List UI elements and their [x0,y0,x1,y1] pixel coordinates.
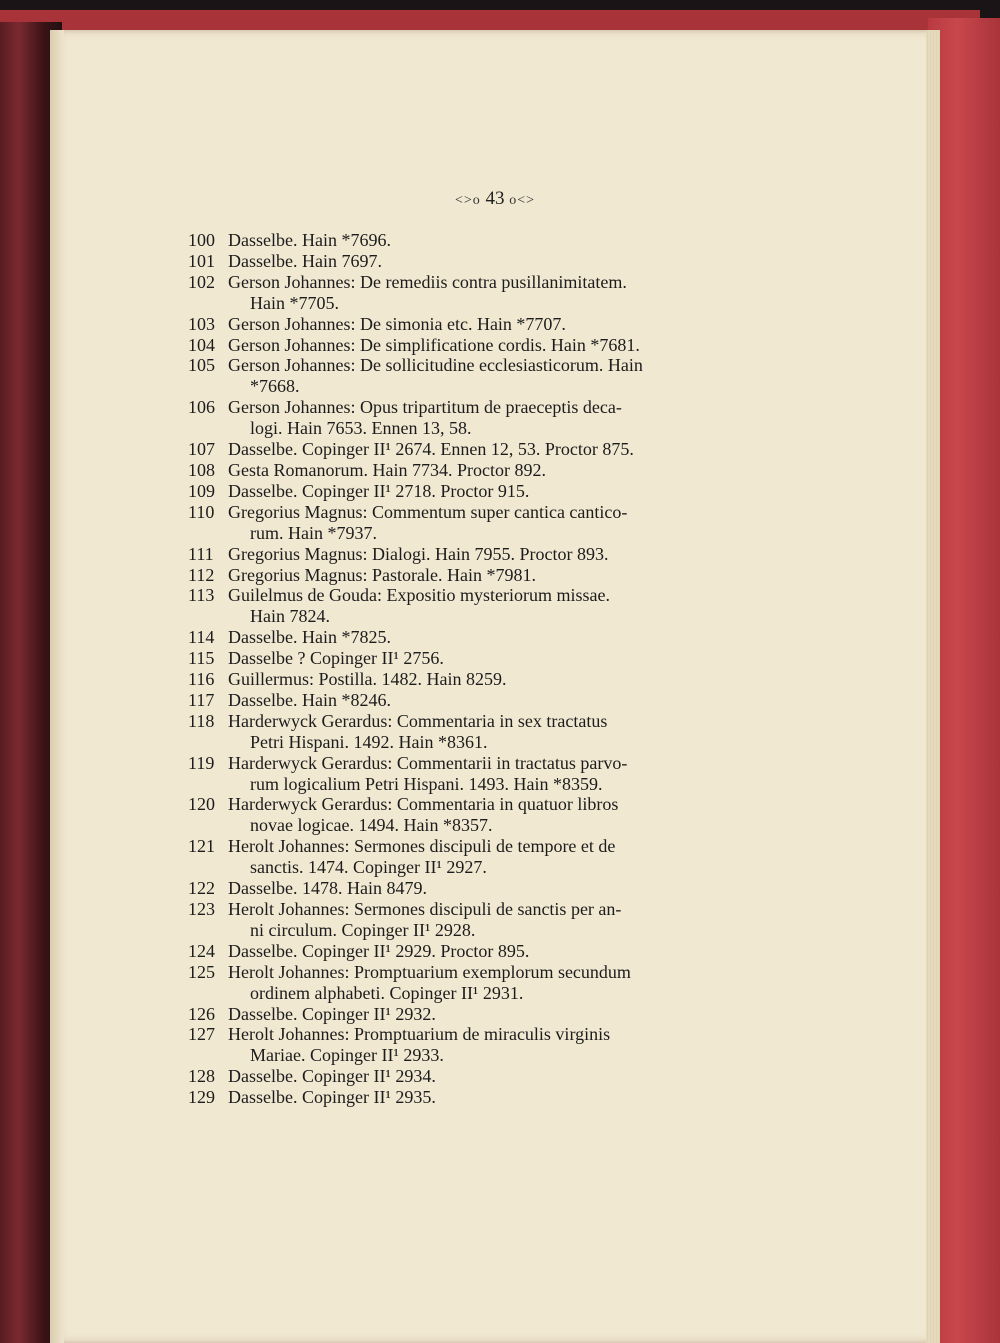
catalog-entry [188,941,793,962]
entry-number: 123 [188,899,215,919]
entry-number: 119 [188,752,215,773]
entry-number: 114 [188,627,215,648]
catalog-entry [188,585,793,627]
entry-text: Harderwyck Gerardus: Commentaria in sex tractatus [228,710,608,731]
catalog-entry [188,460,793,481]
catalog-entry [188,481,793,502]
entry-number: 122 [188,878,215,899]
entry-text-continuation: *7668. [250,376,300,397]
catalog-entry [188,1066,793,1087]
entry-text: Gregorius Magnus: Pastorale. Hain *7981. [228,564,536,585]
entry-text: Gerson Johannes: De simplificatione cordis. Hain *7681. [228,334,640,355]
entry-text: Dasselbe. Copinger II¹ 2935. [228,1087,436,1108]
entry-number: 117 [188,689,215,710]
page-gutter [50,30,64,1343]
entry-number: 101 [188,250,215,271]
catalog-entry [188,878,793,899]
catalog-entry [188,794,793,836]
entry-text-continuation: Petri Hispani. 1492. Hain *8361. [250,731,488,752]
entry-text: Dasselbe. Hain 7697. [228,250,382,271]
catalog-entry [188,230,793,251]
catalog-entry [188,836,793,878]
catalog-entry-list [188,230,793,1108]
entry-number: 125 [188,961,215,982]
entry-text-continuation: Hain *7705. [250,292,339,313]
entry-text-continuation: logi. Hain 7653. Ennen 13, 58. [250,418,472,439]
page-number: 43 [485,188,505,209]
catalog-entry [188,1087,793,1108]
catalog-entry [188,1004,793,1025]
entry-number: 107 [188,439,215,460]
entry-text: Dasselbe. Hain *8246. [228,689,391,710]
entry-number: 105 [188,355,215,376]
entry-text: Gerson Johannes: De simonia etc. Hain *7707. [228,313,566,334]
catalog-entry [188,690,793,711]
entry-text-continuation: ordinem alphabeti. Copinger II¹ 2931. [250,982,524,1003]
entry-number: 116 [188,669,215,690]
catalog-entry [188,397,793,439]
entry-text: Dasselbe. Copinger II¹ 2934. [228,1066,436,1087]
catalog-entry [188,272,793,314]
entry-text: Dasselbe. Copinger II¹ 2674. Ennen 12, 53. Proctor 875. [228,439,634,460]
catalog-entry [188,544,793,565]
entry-text-continuation: rum. Hain *7937. [250,522,377,543]
entry-text-continuation: Mariae. Copinger II¹ 2933. [250,1045,444,1066]
catalog-entry [188,753,793,795]
catalog-entry [188,899,793,941]
entry-number: 128 [188,1066,215,1087]
entry-text: Gregorius Magnus: Dialogi. Hain 7955. Proctor 893. [228,543,609,564]
catalog-entry [188,314,793,335]
entry-text: Gregorius Magnus: Commentum super cantica cantico- [228,501,628,522]
entry-text: Gerson Johannes: Opus tripartitum de praeceptis deca- [228,397,622,418]
entry-number: 102 [188,271,215,292]
entry-text: Gerson Johannes: De remediis contra pusillanimitatem. [228,271,627,292]
entry-number: 103 [188,313,215,334]
entry-text: Herolt Johannes: Promptuarium de miraculis virginis [228,1024,611,1045]
catalog-entry [188,335,793,356]
book-cover-top [0,10,980,30]
entry-text: Gesta Romanorum. Hain 7734. Proctor 892. [228,459,546,480]
entry-number: 113 [188,585,215,606]
entry-text-continuation: rum logicalium Petri Hispani. 1493. Hain *8359. [250,773,603,794]
entry-number: 118 [188,710,215,731]
entry-text: Dasselbe. Copinger II¹ 2932. [228,1003,436,1024]
entry-text: Herolt Johannes: Promptuarium exemplorum secundum [228,961,631,982]
entry-text: Dasselbe. Copinger II¹ 2929. Proctor 895. [228,940,530,961]
page-number-header [50,188,940,210]
entry-number: 110 [188,501,215,522]
entry-number: 115 [188,648,215,669]
entry-number: 104 [188,334,215,355]
entry-number: 126 [188,1003,215,1024]
entry-text-continuation: sanctis. 1474. Copinger II¹ 2927. [250,857,487,878]
entry-text-continuation: Hain 7824. [250,606,330,627]
ornament-right: o<> [509,193,536,208]
entry-text: Herolt Johannes: Sermones discipuli de tempore et de [228,836,616,857]
entry-number: 111 [188,543,214,564]
entry-text: Herolt Johannes: Sermones discipuli de sanctis per an- [228,899,622,919]
entry-number: 108 [188,459,215,480]
catalog-entry [188,439,793,460]
entry-text: Harderwyck Gerardus: Commentarii in tractatus parvo- [228,752,628,773]
catalog-entry [188,648,793,669]
catalog-entry [188,355,793,397]
entry-number: 127 [188,1024,215,1045]
entry-text: Dasselbe. Hain *7696. [228,230,391,250]
catalog-entry [188,669,793,690]
entry-number: 120 [188,794,215,815]
entry-number: 129 [188,1087,215,1108]
ornament-left: <>o [454,193,481,208]
catalog-entry [188,565,793,586]
entry-text: Gerson Johannes: De sollicitudine ecclesiasticorum. Hain [228,355,643,376]
page-edge [926,30,940,1343]
entry-number: 121 [188,836,215,857]
page-sheet [50,30,940,1343]
catalog-entry [188,711,793,753]
entry-number: 112 [188,564,215,585]
entry-number: 106 [188,397,215,418]
entry-text: Dasselbe. Hain *7825. [228,627,391,648]
entry-text: Dasselbe. 1478. Hain 8479. [228,878,427,899]
entry-text: Dasselbe. Copinger II¹ 2718. Proctor 915. [228,480,530,501]
entry-text-continuation: ni circulum. Copinger II¹ 2928. [250,919,476,940]
entry-text: Harderwyck Gerardus: Commentaria in quatuor libros [228,794,619,815]
catalog-entry [188,962,793,1004]
catalog-entry [188,1024,793,1066]
entry-number: 124 [188,940,215,961]
entry-text-continuation: novae logicae. 1494. Hain *8357. [250,815,493,836]
entry-number: 100 [188,230,215,250]
catalog-entry [188,502,793,544]
entry-text: Dasselbe ? Copinger II¹ 2756. [228,648,444,669]
entry-number: 109 [188,480,215,501]
entry-text: Guilelmus de Gouda: Expositio mysteriorum missae. [228,585,610,606]
entry-text: Guillermus: Postilla. 1482. Hain 8259. [228,669,507,690]
catalog-entry [188,251,793,272]
catalog-entry [188,627,793,648]
